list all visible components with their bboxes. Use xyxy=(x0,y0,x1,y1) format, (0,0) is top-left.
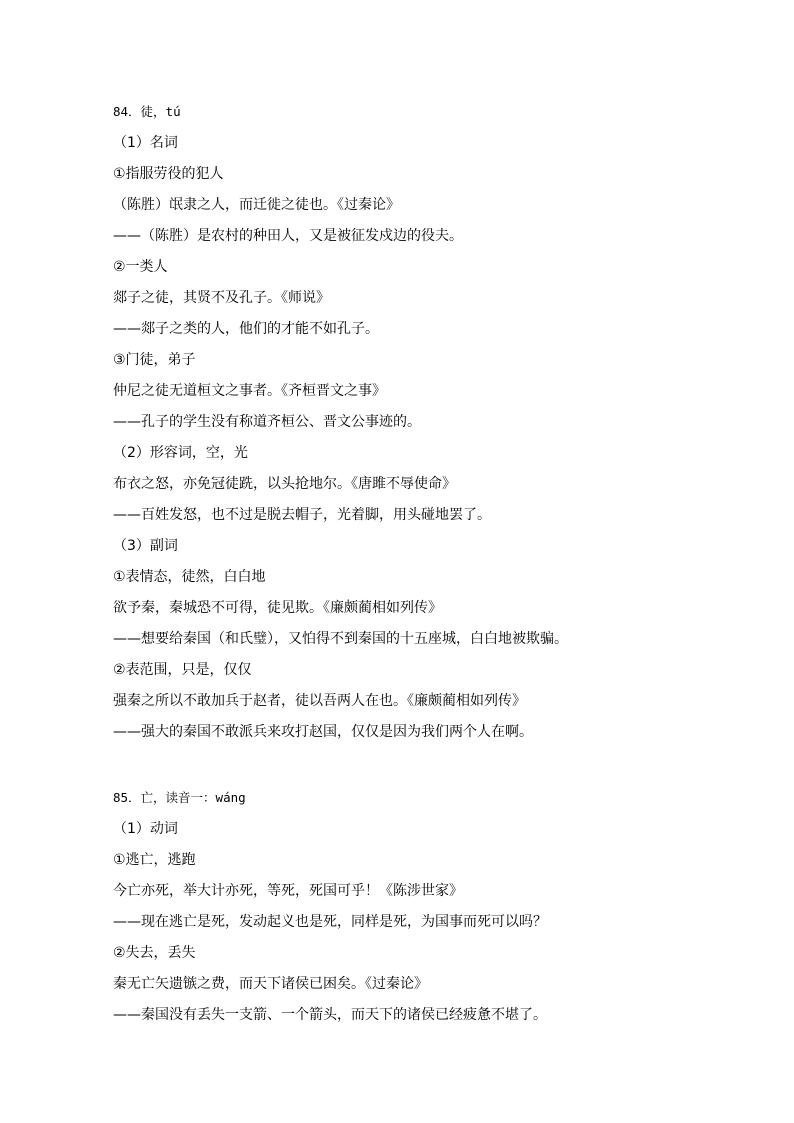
example-sentence: 秦无亡矢遗镞之费，而天下诸侯已困矣。《过秦论》 xyxy=(113,976,428,992)
sense-heading: ①逃亡，逃跑 xyxy=(113,852,196,868)
example-sentence: （陈胜）氓隶之人，而迁徙之徒也。《过秦论》 xyxy=(113,197,400,213)
sense-heading: ③门徒，弟子 xyxy=(113,352,196,368)
example-sentence: 郯子之徒，其贤不及孔子。《师说》 xyxy=(113,290,330,306)
sense-heading: ②失去，丢失 xyxy=(113,945,196,961)
translation-line: ——郯子之类的人，他们的才能不如孔子。 xyxy=(113,321,379,337)
translation-line: ——现在逃亡是死，发动起义也是死，同样是死，为国事而死可以吗？ xyxy=(113,914,547,930)
part-of-speech-heading: （1）动词 xyxy=(113,821,178,837)
part-of-speech-heading: （2）形容词，空，光 xyxy=(113,445,248,461)
example-sentence: 今亡亦死，举大计亦死，等死，死国可乎！《陈涉世家》 xyxy=(113,883,463,899)
part-of-speech-heading: （3）副词 xyxy=(113,538,178,554)
sense-heading: ②表范围，只是，仅仅 xyxy=(113,662,252,678)
translation-line: ——孔子的学生没有称道齐桓公、晋文公事迹的。 xyxy=(113,414,421,430)
part-of-speech-heading: （1）名词 xyxy=(113,135,178,151)
sense-heading: ②一类人 xyxy=(113,259,168,275)
translation-line: ——想要给秦国（和氏璧），又怕得不到秦国的十五座城，白白地被欺骗。 xyxy=(113,631,568,647)
example-sentence: 布衣之怒，亦免冠徒跣，以头抢地尔。《唐雎不辱使命》 xyxy=(113,476,456,492)
translation-line: ——强大的秦国不敢派兵来攻打赵国，仅仅是因为我们两个人在啊。 xyxy=(113,724,533,740)
translation-line: ——百姓发怒，也不过是脱去帽子，光着脚，用头碰地罢了。 xyxy=(113,507,491,523)
entry-heading: 84．徒，tú xyxy=(113,104,181,119)
example-sentence: 强秦之所以不敢加兵于赵者，徒以吾两人在也。《廉颇蔺相如列传》 xyxy=(113,693,526,709)
entry-heading: 85．亡，读音一：wáng xyxy=(113,790,246,805)
sense-heading: ①指服劳役的犯人 xyxy=(113,166,224,182)
example-sentence: 欲予秦，秦城恐不可得，徒见欺。《廉颇蔺相如列传》 xyxy=(113,600,442,616)
translation-line: ——秦国没有丢失一支箭、一个箭头，而天下的诸侯已经疲惫不堪了。 xyxy=(113,1007,547,1023)
example-sentence: 仲尼之徒无道桓文之事者。《齐桓晋文之事》 xyxy=(113,383,386,399)
translation-line: ——（陈胜）是农村的种田人，又是被征发戍边的役夫。 xyxy=(113,228,463,244)
sense-heading: ①表情态，徒然，白白地 xyxy=(113,569,266,585)
